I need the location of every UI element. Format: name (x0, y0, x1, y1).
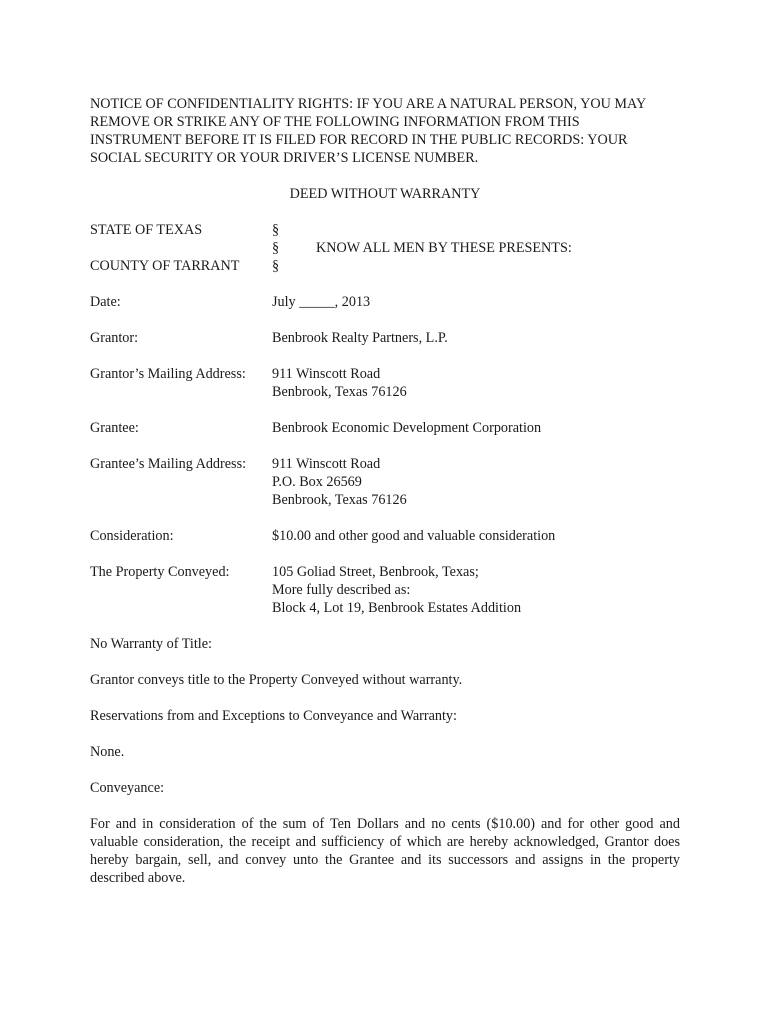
grantor-address-field (90, 365, 685, 401)
section-mark: § (272, 240, 280, 256)
date-field (90, 293, 685, 311)
property-field (90, 563, 685, 617)
grantor-field (90, 329, 685, 347)
grantee-address-field (90, 455, 685, 509)
consideration-label: Consideration: (90, 528, 174, 544)
know-all-men-text: KNOW ALL MEN BY THESE PRESENTS: (316, 240, 572, 256)
deed-page (90, 95, 685, 887)
address-line: 911 Winscott Road (272, 456, 381, 472)
section-mark: § (272, 258, 280, 274)
date-label: Date: (90, 294, 121, 310)
reservations-text: None. (90, 744, 125, 760)
address-line: 911 Winscott Road (272, 366, 381, 382)
county-label: COUNTY OF TARRANT (90, 258, 240, 274)
conveyance-heading: Conveyance: (90, 780, 165, 796)
address-line: Benbrook, Texas 76126 (272, 384, 407, 400)
grantor-value: Benbrook Realty Partners, L.P. (272, 330, 448, 346)
section-mark: § (272, 222, 280, 238)
confidentiality-notice: NOTICE OF CONFIDENTIALITY RIGHTS: IF YOU ARE A NATURAL PERSON, YOU MAY REMOVE OR STRIKE ANY OF THE FOLLOWING INFORMATION FROM THIS INSTRUMENT BEFORE IT IS FILED FOR RECORD IN THE PUBLIC RECORDS: YOUR SOCIAL SECURITY OR YOUR DRIVER’S LICENSE NUMBER. (90, 96, 646, 166)
date-value: July _____, 2013 (272, 294, 371, 310)
grantor-label: Grantor: (90, 330, 139, 346)
grantee-value: Benbrook Economic Development Corporation (272, 420, 542, 436)
property-line: Block 4, Lot 19, Benbrook Estates Addition (272, 600, 522, 616)
reservations-heading: Reservations from and Exceptions to Conveyance and Warranty: (90, 708, 457, 724)
grantor-address-value (272, 365, 685, 401)
conveyance-text: For and in consideration of the sum of Ten Dollars and no cents ($10.00) and for other good and valuable consideration, the receipt and sufficiency of which are hereby acknowledged, Grantor does hereby bargain, sell, and convey unto the Grantee and its successors and assigns in the property described above. (90, 816, 680, 886)
grantee-address-label: Grantee’s Mailing Address: (90, 456, 247, 472)
no-warranty-text: Grantor conveys title to the Property Conveyed without warranty. (90, 672, 463, 688)
property-value (272, 563, 685, 617)
consideration-value: $10.00 and other good and valuable consideration (272, 528, 556, 544)
property-line: 105 Goliad Street, Benbrook, Texas; (272, 564, 479, 580)
address-line: P.O. Box 26569 (272, 474, 362, 490)
document-title: DEED WITHOUT WARRANTY (289, 186, 481, 202)
grantor-address-label: Grantor’s Mailing Address: (90, 366, 246, 382)
consideration-field (90, 527, 685, 545)
grantee-field (90, 419, 685, 437)
venue-block (90, 221, 685, 275)
state-label: STATE OF TEXAS (90, 222, 203, 238)
address-line: Benbrook, Texas 76126 (272, 492, 407, 508)
no-warranty-heading: No Warranty of Title: (90, 636, 212, 652)
property-label: The Property Conveyed: (90, 564, 230, 580)
grantee-address-value (272, 455, 685, 509)
property-line: More fully described as: (272, 582, 411, 598)
grantee-label: Grantee: (90, 420, 139, 436)
